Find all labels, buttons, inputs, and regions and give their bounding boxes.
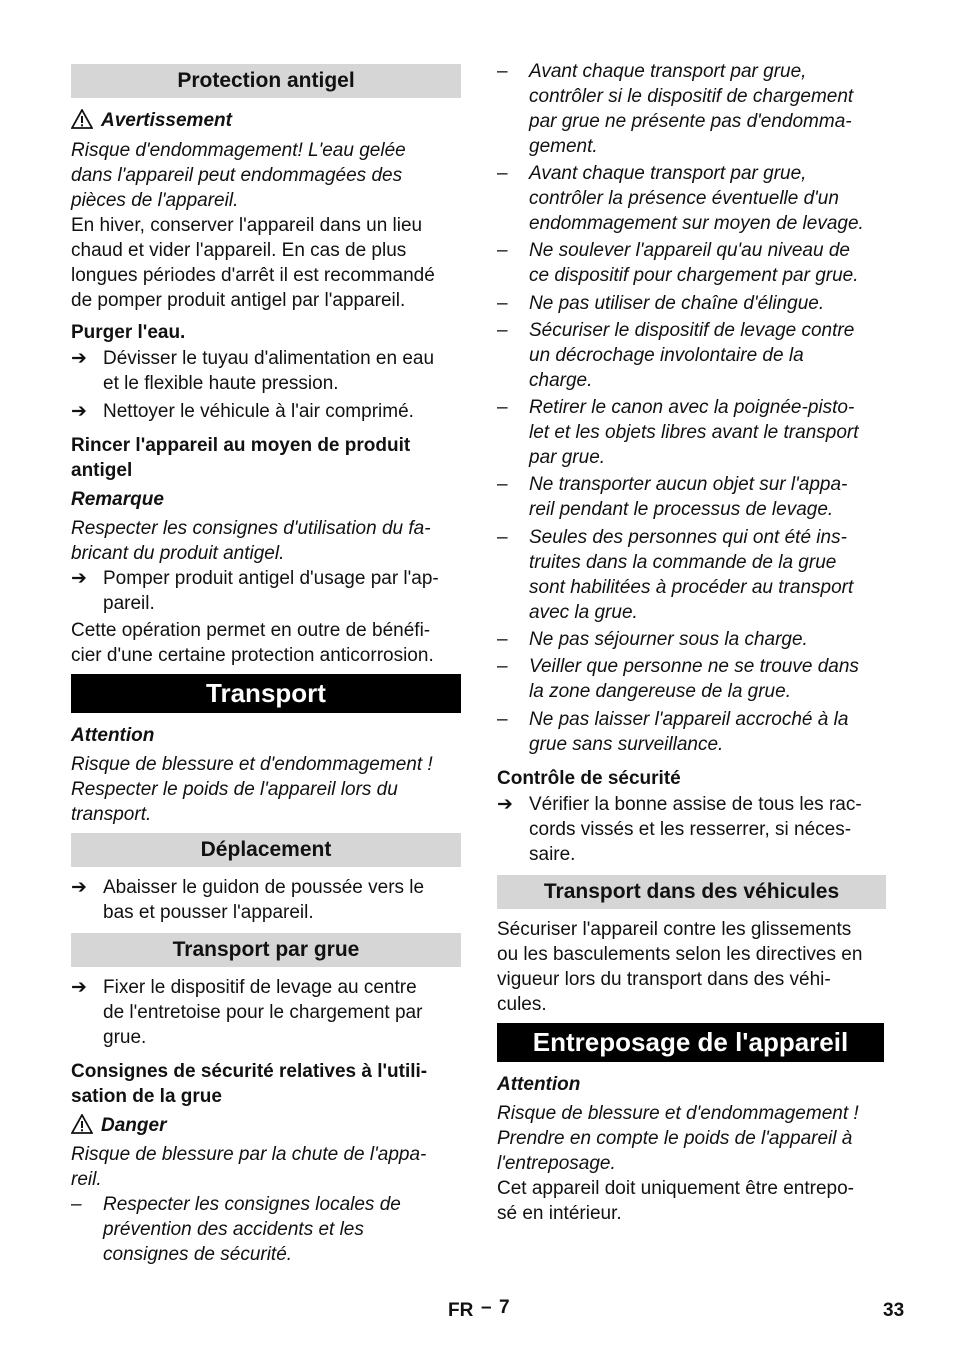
move-step: [71, 875, 461, 925]
danger-title: [71, 1113, 166, 1138]
page-number: 33: [883, 1300, 905, 1321]
warning-title: [71, 108, 232, 133]
crane-dash-item: – Retirer le canon avec la poignée-pisto- let et les objets libres avant le transport par grue.: [497, 397, 859, 468]
step-text: Dévisser le tuyau d'alimentation en eau et le flexible haute pression.: [103, 348, 435, 394]
crane-step: [71, 975, 461, 1050]
crane-dash-item: – Avant chaque transport par grue, contrôler la présence éventuelle d'un endommagement sur moyen de levage.: [497, 163, 864, 234]
section-header-transport: Transport: [71, 674, 461, 713]
line: dans l'appareil peut endommagées des: [71, 165, 403, 186]
step-text: Fixer le dispositif de levage au centre de l'entretoise pour le chargement par grue.: [103, 977, 423, 1048]
danger-text: Risque de blessure par la chute de l'appa- reil.: [71, 1144, 427, 1190]
remark-title: Remarque: [71, 489, 164, 510]
step-text: Nettoyer le véhicule à l'air comprimé.: [103, 401, 414, 422]
step-text: Vérifier la bonne assise de tous les rac- cords vissés et les resserrer, si néces- saire.: [529, 794, 862, 865]
footer-lang: FR: [448, 1300, 474, 1321]
arrow-right-icon: ➔: [71, 877, 87, 898]
crane-dash-item: – Seules des personnes qui ont été ins- truites dans la commande de la grue sont habilitées à procéder au transport avec la grue.: [497, 527, 854, 623]
crane-dash-item: – Ne soulever l'appareil qu'au niveau de ce dispositif pour chargement par grue.: [497, 240, 859, 286]
line: longues périodes d'arrêt il est recommandé: [71, 265, 435, 286]
section-header-protection: Protection antigel: [71, 64, 461, 98]
vehicle-text: Sécuriser l'appareil contre les glissements ou les basculements selon les directives en vigueur lors du transport dans des véhi- cules.: [497, 919, 863, 1015]
crane-dash-item: – Sécuriser le dispositif de levage contre un décrochage involontaire de la charge.: [497, 320, 855, 391]
safety-title: Consignes de sécurité relatives à l'utili- sation de la grue: [71, 1061, 428, 1107]
section-header-deplacement: Déplacement: [71, 833, 461, 867]
attention-text: Risque de blessure et d'endommagement ! Respecter le poids de l'appareil lors du transport.: [71, 754, 433, 825]
warning-title-text: Avertissement: [101, 110, 232, 131]
dash-marker: –: [71, 1194, 82, 1215]
step-text: Pomper produit antigel d'usage par l'ap- pareil.: [103, 568, 439, 614]
remark-text: Respecter les consignes d'utilisation du fa- bricant du produit antigel.: [71, 518, 431, 564]
arrow-right-icon: ➔: [71, 401, 87, 422]
line: chaud et vider l'appareil. En cas de plus: [71, 240, 407, 261]
corrosion-text: Cette opération permet en outre de bénéfi- cier d'une certaine protection anticorrosion.: [71, 620, 434, 666]
crane-dash-item: – Ne pas laisser l'appareil accroché à la grue sans surveillance.: [497, 709, 849, 755]
winter-text: [71, 213, 435, 313]
crane-dash-item: – Ne pas séjourner sous la charge.: [497, 629, 808, 650]
purge-title: Purger l'eau.: [71, 322, 186, 343]
rinse-title: Rincer l'appareil au moyen de produit antigel: [71, 435, 411, 481]
crane-dash-item: – Ne transporter aucun objet sur l'appa- reil pendant le processus de levage.: [497, 474, 848, 520]
line: de pomper produit antigel par l'appareil.: [71, 290, 406, 311]
section-header-storage: Entreposage de l'appareil: [497, 1023, 884, 1062]
arrow-right-icon: ➔: [71, 348, 87, 369]
footer-page-local: 7: [499, 1297, 510, 1318]
danger-dash-item: [71, 1192, 461, 1267]
danger-title-text: Danger: [101, 1115, 167, 1136]
crane-dash-item: – Veiller que personne ne se trouve dans la zone dangereuse de la grue.: [497, 656, 859, 702]
crane-dash-item: – Avant chaque transport par grue, contrôler si le dispositif de chargement par grue ne présente pas d'endomma- gement.: [497, 61, 854, 157]
section-header-crane: Transport par grue: [71, 933, 461, 967]
arrow-right-icon: ➔: [497, 794, 513, 815]
warning-triangle-icon: [71, 109, 93, 129]
attention-title: Attention: [71, 725, 155, 746]
check-title: Contrôle de sécurité: [497, 768, 681, 789]
footer-dash: –: [481, 1297, 492, 1318]
pump-step: [71, 566, 461, 616]
attention-text: Risque de blessure et d'endommagement ! Prendre en compte le poids de l'appareil à l'entreposage.: [497, 1103, 859, 1174]
arrow-right-icon: ➔: [71, 568, 87, 589]
purge-step-1: [71, 346, 461, 396]
line: En hiver, conserver l'appareil dans un lieu: [71, 215, 423, 236]
purge-step-2: [71, 399, 461, 424]
arrow-right-icon: ➔: [71, 977, 87, 998]
line: Risque d'endommagement! L'eau gelée: [71, 140, 406, 161]
warning-text: [71, 138, 406, 213]
indoor-text: Cet appareil doit uniquement être entrepo- sé en intérieur.: [497, 1178, 855, 1224]
dash-text: Respecter les consignes locales de prévention des accidents et les consignes de sécurité.: [103, 1194, 401, 1265]
step-text: Abaisser le guidon de poussée vers le bas et pousser l'appareil.: [103, 877, 425, 923]
line: pièces de l'appareil.: [71, 190, 239, 211]
section-header-vehicles: Transport dans des véhicules: [497, 875, 886, 909]
check-step: [497, 792, 887, 867]
warning-triangle-icon: [71, 1114, 93, 1134]
crane-dash-item: – Ne pas utiliser de chaîne d'élingue.: [497, 293, 825, 314]
attention-title: Attention: [497, 1074, 581, 1095]
